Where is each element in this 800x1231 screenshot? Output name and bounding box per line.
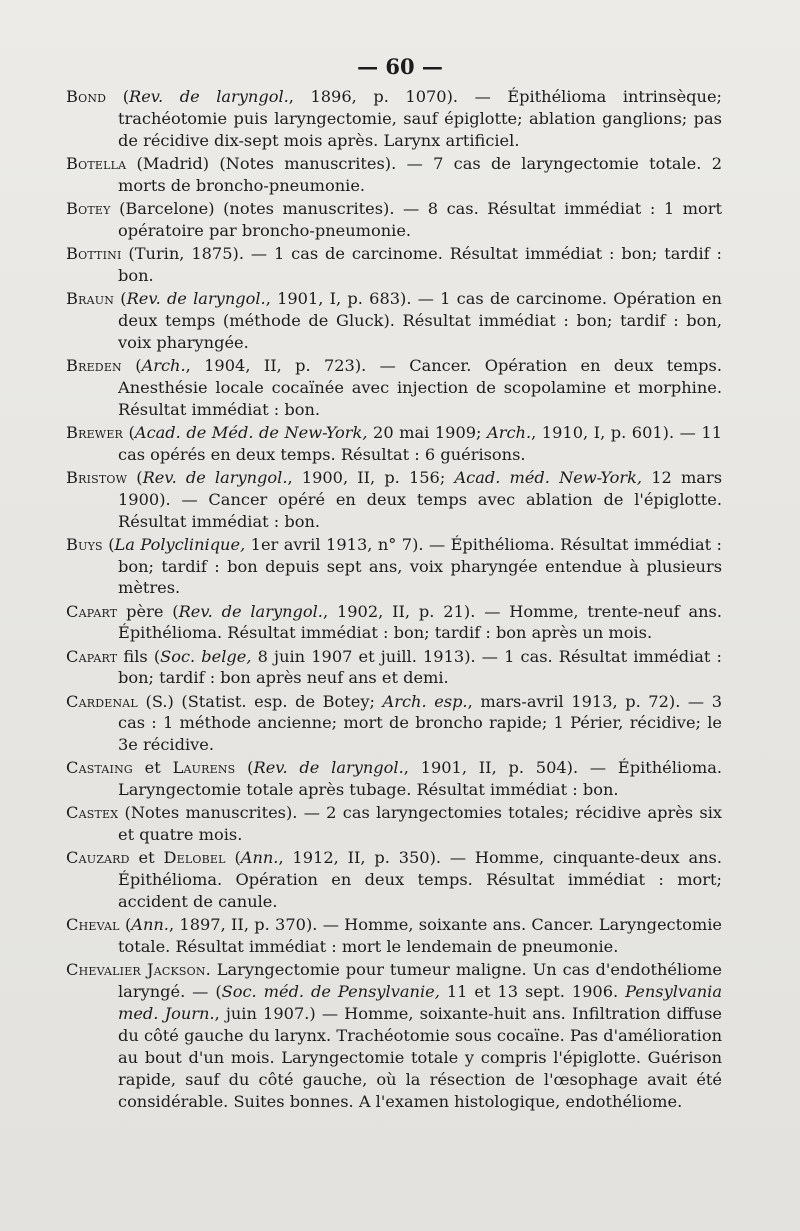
publication-title: La Polyclinique, [114, 534, 246, 554]
publication-title: Rev. de laryngol. [142, 467, 288, 487]
publication-title: Ann. [131, 915, 169, 935]
bibliography-entry [66, 198, 722, 242]
entry-text: , 1900, II, p. 156; [287, 467, 455, 487]
publication-title: Rev. de laryngol. [253, 758, 404, 778]
entry-text: père ( [117, 601, 179, 621]
bibliography-entries [66, 86, 722, 1114]
bibliography-entry [66, 847, 722, 913]
entry-text: (Barcelone) (notes manuscrites). — 8 cas. Résultat immédiat : 1 mort opératoire par broncho-pneumonie. [110, 198, 722, 240]
entry-text: ( [119, 915, 132, 935]
entry-text: et [129, 848, 164, 868]
coauthor-name: Delobel [163, 848, 226, 868]
entry-text: ( [102, 534, 115, 554]
publication-title: Arch. [141, 355, 186, 375]
bibliography-entry [66, 802, 722, 846]
entry-text: ( [121, 355, 142, 375]
entry-text: ( [114, 288, 127, 308]
entry-text: 11 et 13 sept. 1906. [439, 982, 626, 1002]
entry-text: , mars-avril 1913, p. 72). — 3 cas : 1 méthode ancienne; mort de broncho rapide; 1 Périer, récidive; le 3e récidive. [118, 691, 722, 755]
author-name: Cardenal [66, 691, 138, 711]
entry-text: 12 mars 1900). — Cancer opéré en deux temps avec ablation de l'épiglotte. Résultat immédiat : bon. [118, 467, 723, 531]
entry-text: 1er avril 1913, n° 7). — Épithélioma. Résultat immédiat : bon; tardif : bon depuis sept ans, voix pharyngée entendue à plusieurs mètres. [118, 534, 722, 598]
bibliography-entry [66, 601, 722, 645]
entry-text: 20 mai 1909; [367, 422, 488, 442]
author-name: Bond [66, 87, 107, 106]
bibliography-entry [66, 288, 722, 354]
coauthor-name: Laurens [172, 758, 236, 778]
bibliography-entry [66, 534, 722, 600]
entry-text: ( [127, 467, 143, 487]
entry-text: ( [123, 422, 135, 442]
author-name: Braun [66, 288, 115, 308]
entry-text: , juin 1907.) — Homme, soixante-huit ans. Infiltration diffuse du côté gauche du larynx. Trachéotomie sous cocaïne. Pas d'amélioration au bout d'un mois. Laryngectomie totale y compris l'épiglotte. Guérison rapide, sauf du côté gauche, où la résection de l'œsophage avait été considérable. Suites bonnes. A l'examen histologique, endothéliome. [118, 1004, 722, 1111]
author-name: Capart [66, 601, 118, 621]
author-name: Breden [66, 355, 122, 375]
publication-title: Ann. [240, 848, 279, 868]
entry-text: ( [225, 848, 241, 868]
bibliography-entry [66, 691, 722, 757]
bibliography-entry [66, 422, 722, 466]
author-name: Cheval [66, 915, 120, 935]
entry-text: 8 juin 1907 et juill. 1913). — 1 cas. Résultat immédiat : bon; tardif : bon après neuf ans et demi. [118, 646, 722, 688]
bibliography-entry [66, 646, 722, 690]
bibliography-entry [66, 243, 722, 287]
entry-text: (Notes manuscrites). — 2 cas laryngectomies totales; récidive après six et quatre mois. [118, 803, 722, 845]
author-name: Bottini [66, 243, 122, 263]
bibliography-entry [66, 959, 722, 1112]
publication-title: Rev. de laryngol. [126, 288, 266, 308]
entry-text: ( [235, 758, 254, 778]
publication-title: Arch. [487, 422, 532, 442]
author-name: Botey [66, 198, 111, 218]
publication-title: Rev. de laryngol. [129, 87, 289, 106]
bibliography-entry [66, 86, 722, 152]
entry-text: et [132, 758, 173, 778]
bibliography-entry [66, 467, 722, 533]
entry-text: , 1904, II, p. 723). — Cancer. Opération en deux temps. Anesthésie locale cocaïnée avec injection de scopolamine et morphine. Résultat immédiat : bon. [118, 355, 722, 419]
publication-title: Arch. esp. [382, 691, 468, 711]
bibliography-entry [66, 355, 722, 421]
publication-title: Rev. de laryngol. [178, 601, 323, 621]
author-name: Cauzard [66, 848, 130, 868]
entry-text: , 1896, p. 1070). — Épithélioma intrinsèque; trachéotomie puis laryngectomie, sauf épiglotte; ablation ganglions; pas de récidive dix-sept mois après. Larynx artificiel. [118, 87, 722, 150]
entry-text: , 1901, I, p. 683). — 1 cas de carcinome. Opération en deux temps (méthode de Gluck). Résultat immédiat : bon; tardif : bon, voix pharyngée. [118, 288, 722, 352]
entry-text: , 1901, II, p. 504). — Épithélioma. Laryngectomie totale après tubage. Résultat immédiat : bon. [118, 758, 723, 800]
publication-title: Soc. méd. de Pensylvanie, [221, 982, 440, 1002]
publication-title: Acad. méd. New-York, [454, 467, 643, 487]
entry-text: ( [106, 87, 130, 106]
entry-text: , 1902, II, p. 21). — Homme, trente-neuf ans. Épithélioma. Résultat immédiat : bon; tardif : bon après un mois. [118, 601, 722, 643]
entry-text: , 1897, II, p. 370). — Homme, soixante ans. Cancer. Laryngectomie totale. Résultat immédiat : mort le lendemain de pneumonie. [118, 915, 722, 957]
author-name: Castex [66, 803, 119, 823]
entry-text: , 1912, II, p. 350). — Homme, cinquante-deux ans. Épithélioma. Opération en deux temps. Résultat immédiat : mort; accident de canule. [118, 848, 722, 912]
entry-text: (Madrid) (Notes manuscrites). — 7 cas de laryngectomie totale. 2 morts de broncho-pneumonie. [118, 153, 722, 195]
entry-text: (Turin, 1875). — 1 cas de carcinome. Résultat immédiat : bon; tardif : bon. [118, 243, 722, 285]
author-name: Botella [66, 153, 127, 173]
publication-title: Acad. de Méd. de New-York, [134, 422, 368, 442]
author-name: Buys [66, 534, 103, 554]
author-name: Chevalier Jackson [66, 960, 206, 980]
bibliography-entry [66, 153, 722, 197]
entry-text: . Laryngectomie pour tumeur maligne. Un cas d'endothéliome laryngé. — ( [118, 960, 722, 1002]
author-name: Bristow [66, 467, 128, 487]
author-name: Castaing [66, 758, 133, 778]
publication-title: Pensylvania med. Journ. [118, 982, 722, 1024]
author-name: Brewer [66, 422, 124, 442]
bibliography-entry [66, 914, 722, 958]
entry-text: , 1910, I, p. 601). — 11 cas opérés en deux temps. Résultat : 6 guérisons. [118, 422, 722, 464]
entry-text: fils ( [117, 646, 161, 666]
author-name: Capart [66, 646, 118, 666]
publication-title: Soc. belge, [160, 646, 252, 666]
bibliography-entry [66, 757, 722, 801]
entry-text: (S.) (Statist. esp. de Botey; [137, 691, 383, 711]
page-number: — 60 — [357, 54, 443, 79]
